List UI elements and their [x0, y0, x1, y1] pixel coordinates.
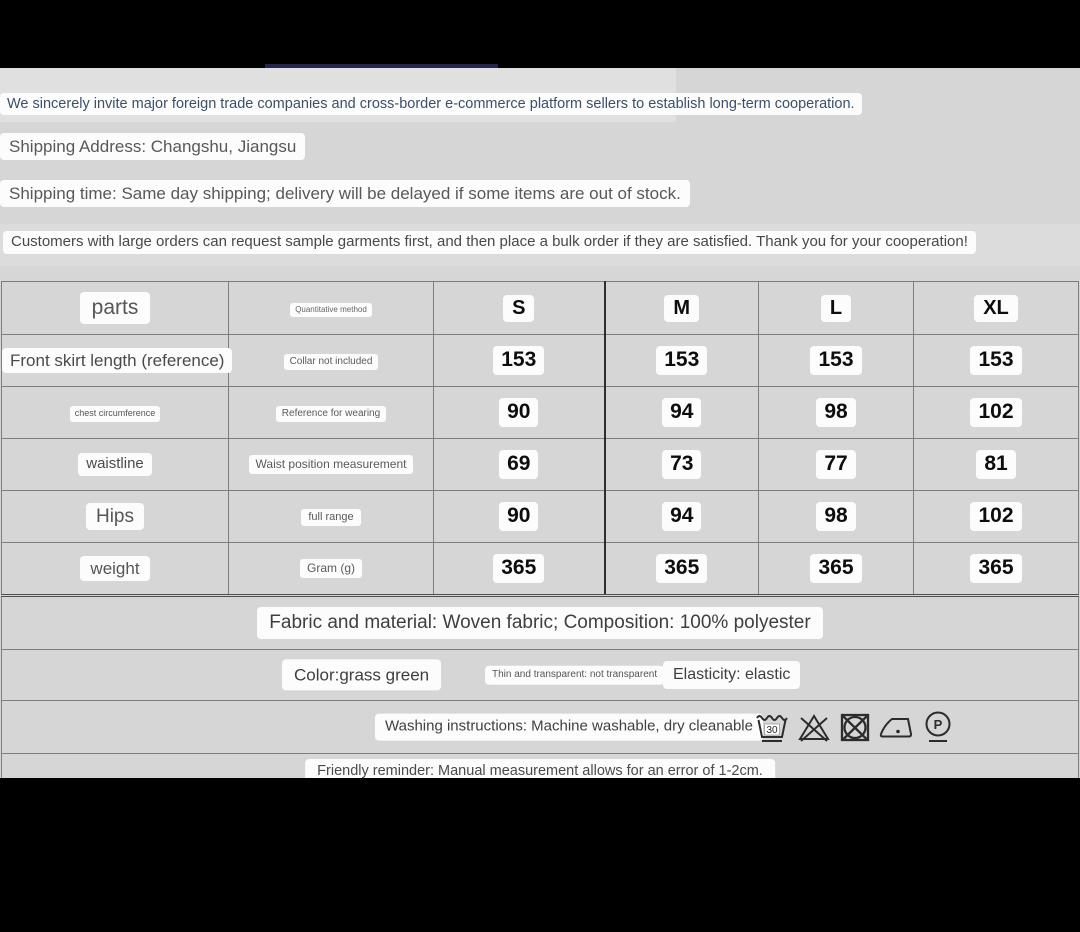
dry-clean-p-icon: [922, 710, 954, 744]
friendly-reminder: Friendly reminder: Manual measurement allows for an error of 1-2cm.: [305, 759, 775, 778]
table-cell: [605, 543, 759, 596]
method-header: Quantitative method: [290, 303, 372, 317]
table-cell: [434, 387, 605, 439]
size-header-m: M: [664, 295, 699, 322]
table-cell: [2, 282, 229, 335]
size-chart-table: [1, 281, 1079, 778]
washing-row: [2, 701, 1079, 754]
value-cell: 102: [970, 502, 1021, 530]
part-label: chest circumference: [70, 406, 161, 421]
table-cell: [759, 282, 914, 335]
part-label: weight: [80, 556, 149, 581]
do-not-tumble-dry-icon: [838, 711, 872, 743]
table-cell: [229, 543, 434, 596]
table-cell: [605, 282, 759, 335]
table-cell: [229, 439, 434, 491]
table-cell: [434, 335, 605, 387]
table-cell: [759, 439, 914, 491]
value-cell: 98: [816, 398, 855, 426]
table-cell: [759, 335, 914, 387]
fabric-row: [2, 596, 1079, 650]
iron-icon: [879, 712, 915, 742]
value-cell: 81: [976, 450, 1015, 478]
size-header-l: L: [821, 295, 851, 322]
table-cell: [229, 491, 434, 543]
table-cell: [914, 439, 1079, 491]
shipping-address-note: Shipping Address: Changshu, Jiangsu: [0, 133, 305, 160]
care-icons-group: [754, 710, 954, 744]
table-cell: [914, 491, 1079, 543]
table-cell: [759, 387, 914, 439]
table-row-front-skirt-length: [2, 335, 1079, 387]
value-cell: 153: [656, 346, 707, 374]
value-cell: 365: [970, 554, 1021, 582]
part-label: waistline: [78, 453, 152, 476]
part-label: Hips: [86, 503, 144, 531]
method-label: Reference for wearing: [276, 406, 386, 423]
value-cell: 365: [810, 554, 861, 582]
table-cell: [229, 335, 434, 387]
table-cell: [2, 491, 229, 543]
table-cell: [2, 701, 1079, 754]
table-row-waistline: [2, 439, 1079, 491]
table-cell: [2, 335, 229, 387]
size-header-xl: XL: [974, 295, 1018, 322]
wash-30-icon: [754, 711, 790, 743]
table-cell: [2, 650, 1079, 701]
value-cell: 90: [499, 398, 538, 426]
value-cell: 153: [970, 346, 1021, 374]
table-cell: [605, 439, 759, 491]
size-header-s: S: [503, 295, 534, 322]
bulk-order-note: Customers with large orders can request sample garments first, and then place a bulk order if they are satisfied. Thank you for your cooperation!: [3, 231, 976, 254]
svg-text:30: 30: [766, 725, 778, 736]
attributes-row: [2, 650, 1079, 701]
table-cell: [434, 543, 605, 596]
transparency-attribute: Thin and transparent: not transparent: [485, 666, 664, 685]
value-cell: 90: [499, 502, 538, 530]
table-cell: [434, 282, 605, 335]
table-cell: [2, 543, 229, 596]
table-cell: [605, 491, 759, 543]
color-attribute: Color:grass green: [282, 659, 441, 690]
table-header-row: [2, 282, 1079, 335]
method-label: Waist position measurement: [249, 455, 414, 474]
table-row-hips: [2, 491, 1079, 543]
washing-instructions: Washing instructions: Machine washable, dry cleanable: [375, 714, 763, 741]
table-row-weight: [2, 543, 1079, 596]
value-cell: 365: [656, 554, 707, 582]
method-label: full range: [301, 509, 360, 527]
table-cell: [2, 596, 1079, 650]
table-cell: [434, 439, 605, 491]
fabric-note: Fabric and material: Woven fabric; Composition: 100% polyester: [257, 607, 822, 639]
value-cell: 94: [662, 398, 701, 426]
value-cell: 365: [493, 554, 544, 582]
parts-header: parts: [80, 292, 151, 324]
value-cell: 102: [970, 398, 1021, 426]
table-cell: [2, 439, 229, 491]
table-cell: [914, 282, 1079, 335]
table-cell: [605, 335, 759, 387]
value-cell: 69: [499, 450, 538, 478]
table-cell: [914, 335, 1079, 387]
do-not-bleach-icon: [797, 711, 831, 743]
elasticity-attribute: Elasticity: elastic: [663, 661, 800, 689]
value-cell: 73: [662, 450, 701, 478]
svg-text:P: P: [933, 717, 943, 732]
part-label: Front skirt length (reference): [2, 348, 232, 373]
table-cell: [2, 754, 1079, 779]
table-cell: [229, 282, 434, 335]
reminder-row: [2, 754, 1079, 779]
value-cell: 98: [816, 502, 855, 530]
value-cell: 153: [493, 346, 544, 374]
value-cell: 153: [810, 346, 861, 374]
table-cell: [2, 387, 229, 439]
table-cell: [759, 543, 914, 596]
table-cell: [914, 543, 1079, 596]
cooperation-note: We sincerely invite major foreign trade companies and cross-border e-commerce platform sellers to establish long-term cooperation.: [0, 93, 862, 115]
table-cell: [759, 491, 914, 543]
table-cell: [605, 387, 759, 439]
table-row-chest-circumference: [2, 387, 1079, 439]
table-cell: [434, 491, 605, 543]
value-cell: 77: [816, 450, 855, 478]
method-label: Gram (g): [300, 559, 362, 578]
table-cell: [229, 387, 434, 439]
table-cell: [914, 387, 1079, 439]
value-cell: 94: [662, 502, 701, 530]
shipping-time-note: Shipping time: Same day shipping; delivery will be delayed if some items are out of stock.: [0, 180, 690, 207]
content-area: [0, 68, 1080, 778]
method-label: Collar not included: [284, 354, 379, 371]
